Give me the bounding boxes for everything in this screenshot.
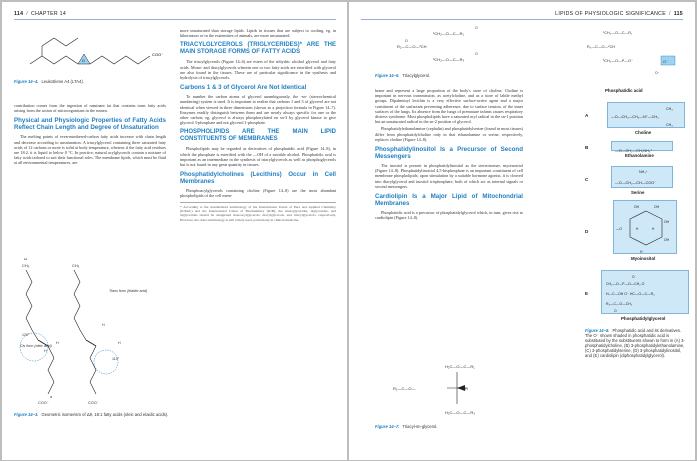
svg-text:¹CH₂—O—C—R₁: ¹CH₂—O—C—R₁ <box>603 31 633 35</box>
fig-14-8-number: Figure 14–8. <box>585 328 610 333</box>
left-column-2 <box>180 28 336 222</box>
fig-14-8-caption <box>585 328 689 358</box>
paragraph-phospholipids: Phospholipids may be regarded as derivatives of phosphatidic acid (Figure 14–8), in which the phosphate is esterified with the —OH of a suitable alcohol. Phosphatidic acid is important as an intermediate in the synthesis of triacylglycerols as well as phosphoglycerols but is not found in any great quantity in tissues. <box>180 146 336 168</box>
serine-box <box>611 166 673 188</box>
omega-label: ω <box>24 256 28 261</box>
svg-text:O⁻: O⁻ <box>655 71 660 75</box>
fig-14-7-number: Figure 14–7. <box>375 424 400 429</box>
svg-text:OH: OH <box>634 205 640 209</box>
serine-label: Serine <box>631 190 645 195</box>
right-page <box>349 2 695 460</box>
svg-text:O: O <box>614 309 617 313</box>
fig-14-3-caption <box>14 412 169 417</box>
paragraph-phosphatidylinositol: The inositol is present in phosphatidylinositol as the stereoisomer, myoinositol (Figure 14–8). Phosphatidylinositol 4,5-bisphosphate is an important constituent of cell membrane phospholipids; upon stimulation by a suitable hormone agonist, it is cleaved into diacylglycerol and inositol trisphosphate, both of which act as internal signals or second messengers. <box>375 163 523 189</box>
svg-text:H: H <box>56 341 59 345</box>
svg-text:R₂—C—O—: R₂—C—O— <box>393 386 416 391</box>
heading-glycerol-carbons: Carbons 1 & 3 of Glycerol Are Not Identical <box>180 84 307 92</box>
trans-coo-label: COO⁻ <box>88 401 99 405</box>
chapter-label: CHAPTER 14 <box>31 11 67 17</box>
left-header-rule <box>14 19 336 20</box>
svg-text:OH: OH <box>654 205 660 209</box>
angle-120-label: 120° <box>22 333 30 337</box>
cis-form-label: Cis form (oleic acid) <box>20 344 52 348</box>
svg-text:O: O <box>405 39 408 43</box>
left-running-head: 114 / CHAPTER 14 <box>14 11 67 17</box>
paragraph-triacylglycerols: The triacylglycerols (Figure 14–6) are esters of the trihydric alcohol glycerol and fatty acids. Mono- and diacylglycerols wherein one or two fatty acids are esterified with glycerol are also found in the tissues. These are of particular significance in the synthesis and hydrolysis of triacylglycerols. <box>180 59 336 81</box>
label-a: A <box>585 113 589 118</box>
left-page-number: 114 <box>14 11 24 17</box>
trans-ch3-label: CH₃ <box>72 263 80 268</box>
svg-text:H: H <box>636 227 639 231</box>
cardiolipin-box <box>601 270 689 314</box>
lta4-coo-label: COO⁻ <box>152 52 164 57</box>
label-d: D <box>585 229 589 234</box>
phosphatidic-acid-structure <box>585 24 689 88</box>
svg-text:³CH₂—O—P—O⁻: ³CH₂—O—P—O⁻ <box>603 59 634 63</box>
svg-text:H: H <box>118 341 121 345</box>
svg-text:OH: OH <box>664 238 670 242</box>
heading-phospholipids: PHOSPHOLIPIDS ARE THE MAIN LIPID CONSTITUENTS OF MEMBRANES <box>180 129 336 143</box>
svg-text:CH₂—O—P—O—CH₂ O: CH₂—O—P—O—CH₂ O <box>606 282 645 286</box>
choline-label: Choline <box>635 130 652 135</box>
svg-text:³CH₂—O—C—R₃: ³CH₂—O—C—R₃ <box>433 57 465 62</box>
triacylglycerol-structure <box>375 26 515 70</box>
svg-text:H—C—OH O⁻ HC—O—C—R₄: H—C—OH O⁻ HC—O—C—R₄ <box>606 292 655 296</box>
fig-14-4-caption <box>14 79 164 84</box>
ethanolamine-label: Ethanolamine <box>625 153 654 158</box>
left-column-1 <box>14 103 166 168</box>
svg-text:O: O <box>475 26 478 30</box>
fig-14-6-caption <box>375 73 515 78</box>
heading-physical-properties: Physical and Physiologic Properties of Fatty Acids Reflect Chain Length and Degree of Unsaturation <box>14 117 166 132</box>
svg-text:—O: —O <box>616 227 623 231</box>
alpha-label: α <box>50 395 53 399</box>
svg-text:H: H <box>102 323 105 327</box>
footnote: * According to the standardized terminology of the International Union of Pure and Applied Chemistry (IUPAC) and the International Union of Biochemistry (IUB), the monoglycerides, diglycerides, and triglycerides should be designated monoacylglycerols, diacylglycerols, and triacylglycerols, respectively. However, the older terminology is still widely used, particularly in clinical medicine. <box>180 202 336 223</box>
myoinositol-label: Myoinositol <box>631 256 656 261</box>
fig-14-8-text: Phosphatidic acid and its derivatives. The O⁻ shown shaded in phosphatidic acid is substituted by the substituents shown to form in (A) 3-phosphatidylcholine, (B) 3-phosphatidylethanolamine, (C) 3-phosphatidylserine, (D) 3-phosphatidylinositol, and (E) cardiolipin (diphosphatidylglycerol). <box>585 328 685 358</box>
right-column-1 <box>375 88 523 222</box>
cis-coo-label: COO⁻ <box>38 401 49 405</box>
paragraph-cephalin: Phosphatidylethanolamine (cephalin) and phosphatidylserine (found in most tissues) differ from phosphatidylcholine only in that ethanolamine or serine, respectively, replaces choline (Figure 14–8). <box>375 126 523 142</box>
svg-text:R₂—C—O—²CH: R₂—C—O—²CH <box>397 44 427 49</box>
paragraph-lecithins: Phosphoacylglycerols containing choline (Figure 14–8) are the most abundant phospholipids of the cell mem- <box>180 188 336 199</box>
myoinositol-box <box>613 200 677 254</box>
left-page <box>2 2 347 460</box>
trans-form-label: Trans form (elaidic acid) <box>109 289 148 293</box>
svg-text:O: O <box>632 275 635 279</box>
right-header-rule <box>361 19 683 20</box>
svg-text:R₂—C—O—²CH: R₂—C—O—²CH <box>587 45 616 49</box>
fig-14-6-text: Triacylglycerol. <box>402 73 431 78</box>
paragraph-physical-properties: The melting points of even-numbered-carbon fatty acids increase with chain length and decrease according to unsaturation. A triacylglycerol containing three saturated fatty acids of 12 carbons or more is solid at body temperature, whereas if the fatty acid residues are 18:2, it is liquid to below 0 °C. In practice, natural acylglycerols contain a mixture of fatty acids tailored to suit their functional roles. The membrane lipids, which must be fluid at all environmental temperatures, are <box>14 134 166 166</box>
svg-text:H₂C—O—C—R₃: H₂C—O—C—R₃ <box>445 410 475 415</box>
ethanolamine-box <box>611 141 673 151</box>
phosphatidylglycerol-label: Phosphatidylglycerol <box>621 316 666 321</box>
svg-text:O: O <box>82 59 85 63</box>
svg-text:¹CH₂—O—C—R₁: ¹CH₂—O—C—R₁ <box>433 31 464 36</box>
svg-text:H₂C—O—C—R₁: H₂C—O—C—R₁ <box>445 364 475 369</box>
svg-text:—O—CH₂—CH₂NH₃⁺: —O—CH₂—CH₂NH₃⁺ <box>615 149 653 153</box>
heading-cardiolipin: Cardiolipin Is a Major Lipid of Mitochondrial Membranes <box>375 193 523 208</box>
cis-ch3-label: CH₃ <box>22 263 30 268</box>
svg-text:CH₃: CH₃ <box>666 123 673 127</box>
svg-text:O⁻: O⁻ <box>663 60 668 64</box>
svg-text:H: H <box>44 349 47 353</box>
fig-14-4-number: Figure 14–4. <box>14 79 39 84</box>
svg-text:NH₃⁺: NH₃⁺ <box>639 170 648 174</box>
intro-paragraph: contribution comes from the ingestion of ruminant fat that contains trans fatty acids arising from the action of microorganisms in the rumen. <box>14 103 166 114</box>
svg-text:H: H <box>465 386 468 391</box>
svg-text:H: H <box>652 227 655 231</box>
svg-text:—O—CH₂—CH—COO⁻: —O—CH₂—CH—COO⁻ <box>615 181 657 185</box>
paragraph-glycerol-carbons: To number the carbon atoms of glycerol unambiguously, the -sn- (stereochemical numbering) system is used. It is important to realize that carbons 1 and 3 of glycerol are not identical when viewed in three dimensions (shown as a projection formula in Figure 14–7). Enzymes readily distinguish between them and are nearly always specific for one or the other carbon; eg, glycerol is always phosphorylated on sn-3 by glycerol kinase to give glycerol 3-phosphate and not glycerol 1-phosphate. <box>180 94 336 126</box>
fig-14-6-number: Figure 14–6. <box>375 73 400 78</box>
right-page-number: 115 <box>673 11 683 17</box>
svg-text:OH: OH <box>664 220 670 224</box>
heading-lecithins: Phosphatidylcholines (Lecithins) Occur in Cell Membranes <box>180 171 336 186</box>
unsaturated-paragraph: more unsaturated than storage lipids. Lipids in tissues that are subject to cooling, eg, in hibernators or in the extremities of animals, are more unsaturated. <box>180 28 336 39</box>
svg-text:R₃—C—O—CH₂: R₃—C—O—CH₂ <box>606 302 633 306</box>
fig-14-7-text: Triacyl-sn-glycerol. <box>402 424 438 429</box>
fig-14-7-caption <box>375 424 515 429</box>
paragraph-cardiolipin: Phosphatidic acid is a precursor of phosphatidylglycerol which, in turn, gives rise to cardiolipin (Figure 14–8). <box>375 210 523 221</box>
leukotriene-structure <box>22 26 172 78</box>
cis-trans-isomer-diagram <box>14 252 169 407</box>
angle-110-label: 110° <box>112 357 120 361</box>
svg-text:—O—CH₂—CH₂—N⁺—CH₃: —O—CH₂—CH₂—N⁺—CH₃ <box>611 115 659 119</box>
svg-text:H: H <box>640 250 643 254</box>
fig-14-3-text: Geometric isomerism of Δ9, 18:1 fatty acids (oleic and elaidic acids). <box>41 412 169 417</box>
label-e: E <box>585 291 589 296</box>
paragraph-choline: brane and represent a large proportion of the body's store of choline. Choline is important in nervous transmission, as acetylcholine, and as a store of labile methyl groups. Dipalmitoyl lecithin is a very effective surface-active agent and a major constituent of the surfactant preventing adherence, due to surface tension, of the inner surfaces of the lungs. Its absence from the lungs of premature infants causes respiratory distress syndrome. Most phospholipids have a saturated acyl radical in the sn-1 position but an unsaturated radical in the sn-2 position of glycerol. <box>375 88 523 125</box>
heading-triacylglycerols: TRIACYLGLYCEROLS (TRIGLYCERIDES)* ARE THE MAIN STORAGE FORMS OF FATTY ACIDS <box>180 42 336 56</box>
fig-14-4-text: Leukotriene A4 (LTA4). <box>41 79 84 84</box>
heading-phosphatidylinositol: Phosphatidylinositol Is a Precursor of Second Messengers <box>375 146 523 161</box>
choline-box <box>607 102 685 128</box>
label-c: C <box>585 177 589 182</box>
fig-14-3-number: Figure 14–3. <box>14 412 39 417</box>
svg-text:O: O <box>475 52 478 56</box>
label-b: B <box>585 145 589 150</box>
running-title: LIPIDS OF PHYSIOLOGIC SIGNIFICANCE <box>555 11 666 17</box>
phosphatidic-acid-label: Phosphatidic acid <box>605 88 643 93</box>
svg-text:CH₃: CH₃ <box>666 107 673 111</box>
triacyl-sn-glycerol-structure <box>375 360 515 422</box>
right-running-head: LIPIDS OF PHYSIOLOGIC SIGNIFICANCE / 115 <box>555 11 683 17</box>
